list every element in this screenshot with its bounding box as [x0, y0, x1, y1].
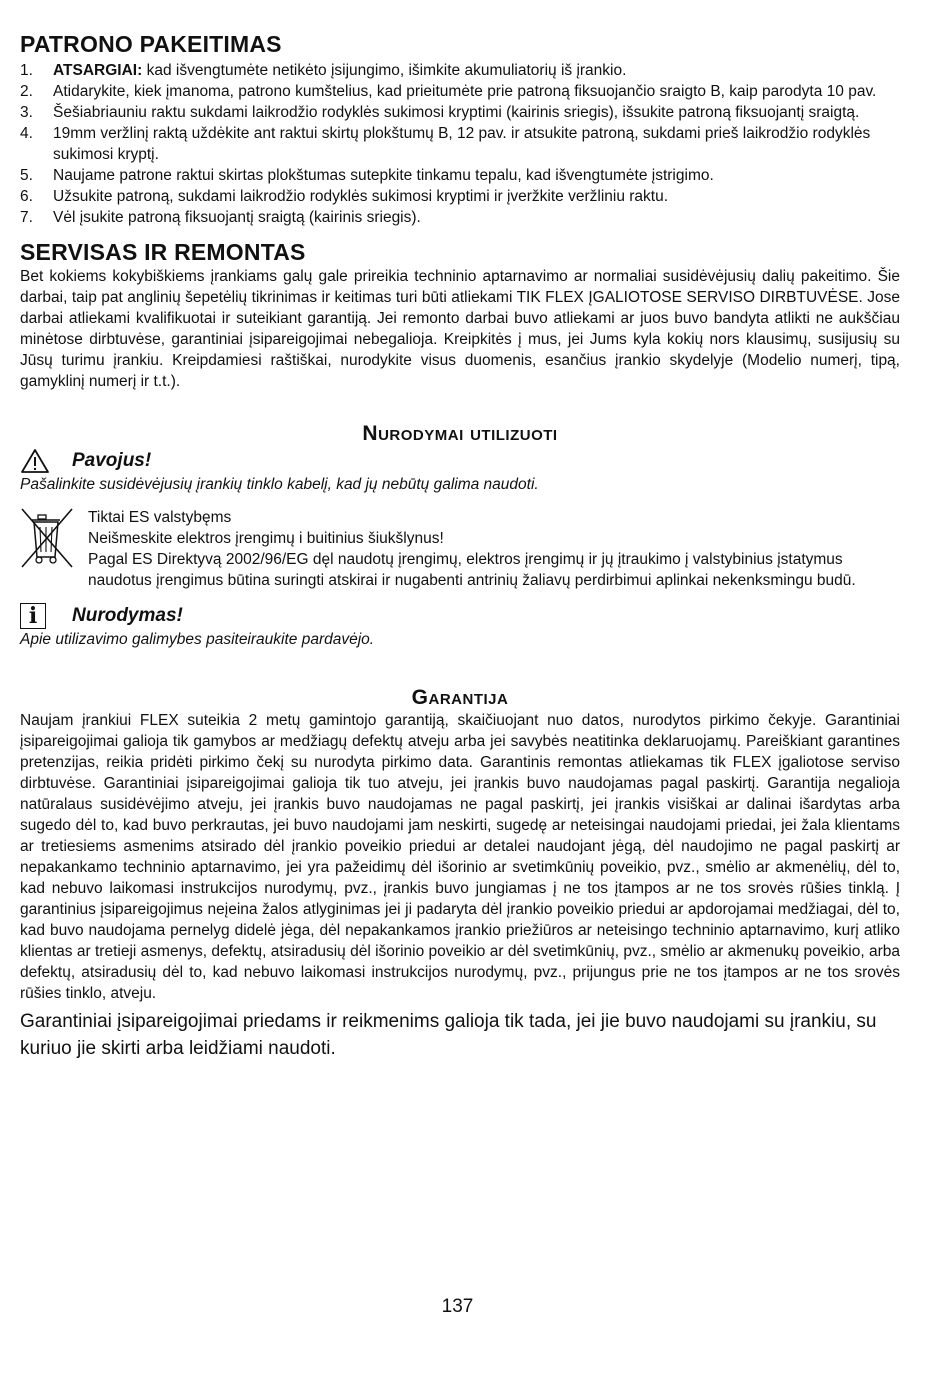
eu-disposal-block [20, 507, 900, 591]
info-icon: i [20, 603, 46, 629]
step-text: Šešiabriauniu raktu sukdami laikrodžio rodyklės sukimosi kryptimi (kairinis sriegis), išsukite patroną fiksuojantį sraigtą. [53, 104, 860, 121]
step-text: Naujame patrone raktui skirtas plokštumas sutepkite tinkamu tepalu, kad išvengtumėte įstrigimo. [53, 167, 714, 184]
step-number: 5. [20, 167, 33, 184]
eu-line-3: Pagal ES Direktyvą 2002/96/EG dęl naudotų įrengimų, elektros įrengimų ir jų įtraukimo į valstybinius įstatymus naudotus įrengimus būtina suringti atskirai ir nugabenti antrinių žaliavų perdirbimui aplinkai nekenksmingu budū. [88, 551, 856, 589]
list-item [20, 123, 900, 165]
service-paragraph: Bet kokiems kokybiškiems įrankiams galų gale prireikia techninio aptarnavimo ar normaliai susidėvėjusių dalių pakeitimo. Šie darbai, taip pat anglinių šepetėlių tikrinimas ir keitimas turi būti atliekami TIK FLEX ĮGALIOTOSE SERVISO DIRBTUVĖSE. Jose darbai atliekami kvalifikuotai ir suteikiant garantiją. Jei remonto darbai buvo atliekami ar juos buvo bandyta atlikti ne aukščiau minėtose dirbtuvėse, garantiniai įsipareigojimai nebegalioja. Kreipkitės į mus, jei Jums kyla kokių nors klausimų, susijusių su Jūsų turimu įrankiu. Kreipdamiesi raštiškai, nurodykite visus duomenis, esančius įrankio skydelyje (Modelio numerį, tipą, gamyklinį numerį ir t.t.). [20, 268, 900, 390]
warranty-accessories-note: Garantiniai įsipareigojimai priedams ir reikmenims galioja tik tada, jei jie buvo naudojami su įrankiu, su kuriuo jie skirti arba leidžiami naudoti. [20, 1011, 877, 1059]
chuck-replacement-steps [20, 60, 900, 228]
step-text: Užsukite patroną, sukdami laikrodžio rodyklės sukimosi kryptimi ir įveržkite veržliniu raktu. [53, 188, 669, 205]
danger-heading-row [20, 448, 900, 474]
section-title-warranty: Garantija [411, 686, 509, 709]
step-text: Vėl įsukite patroną fiksuojantį sraigtą (kairinis sriegis). [53, 209, 421, 226]
warranty-paragraph: Naujam įrankiui FLEX suteikia 2 metų gamintojo garantiją, skaičiuojant nuo datos, nurodytos pirkimo čekyje. Garantiniai įsipareigojimai galioja tik gamybos ar medžiagų defektų atveju arba jei savybės neatitinka deklaruojamų. Pareiškiant garantines pretenzijas, reikia pridėti pirkimo čekį su nurodyta pirkimo data. Garantinis remontas atliekamas tik FLEX įgaliotose serviso dirbtuvėse. Garantiniai įsipareigojimai galioja tik tuo atveju, jei įrankis buvo naudojamas pagal paskirtį. Garantija negalioja natūralaus susidėvėjimo atveju, jei įrankis buvo naudojamas ne pagal paskirtį, jei įrankis visiškai ar dalinai išardytas arba sugedo dėl to, kad buvo perkrautas, jei buvo naudojami jam neskirti, sugedę ar neteisingai naudojami priedai, jei žala klientams ar tretiesiems asmenims atsirado dėl įrankio poveikio priedui ar detalei naudojant jėgą, dėl naudojimo ne pagal paskirtį ar nepakankamo techninio aptarnavimo, jei yra pažeidimų dėl išorinio ar svetimkūnių poveikio, pvz., smėlio ar akmenėlių, dėl to, kad nebuvo laikomasi instrukcijos nurodymų, pvz., įrankis buvo jungiamas į ne tos įtampos ar ne tos srovės rūšies tinklą. Į garantinius įsipareigojimus neįeina žalos atlyginimas jei ji padaryta dėl įrankio poveikio priedui ar apdorojamai medžiagai, dėl to, kad buvo naudojama pernelyg didelė jėga, dėl nepakankamos įrankio priežiūros ar neteisingo techninio aptarnavimo, kurį atliko klientas ar tretieji asmenys, defektų, atsiradusių dėl išorinio poveikio ar dėl svetimkūnių, pvz., smėlio ar akmenukų poveikio, arba defektų, atsiradusių dėl to, kad nebuvo laikomasi instrukcijos nurodymų, pvz., prijungus prie ne tos įtampos ar ne tos srovės rūšies tinklo, atveju. [20, 712, 900, 1002]
danger-heading: Pavojus! [72, 450, 152, 471]
step-number: 3. [20, 104, 33, 121]
step-number: 7. [20, 209, 33, 226]
eu-disposal-text [88, 507, 900, 591]
step-number: 1. [20, 62, 33, 79]
eu-line-1: Tiktai ES valstybęms [88, 509, 232, 526]
eu-line-2: Neišmeskite elektros įrengimų i buitinius šiukšlynus! [88, 530, 444, 547]
list-item [20, 81, 900, 102]
step-text: Atidarykite, kiek įmanoma, patrono kumštelius, kad prieitumėte prie patroną fiksuojančio sraigto B, kaip parodyta 10 pav. [53, 83, 877, 100]
page-number: 137 [441, 1296, 474, 1317]
info-heading: Nurodymas! [72, 605, 183, 626]
info-heading-row [20, 603, 900, 629]
section-title-chuck-replacement: PATRONO PAKEITIMAS [20, 31, 282, 57]
warning-triangle-icon [20, 448, 50, 474]
step-number: 2. [20, 83, 33, 100]
list-item [20, 60, 900, 81]
danger-text: Pašalinkite susidėvėjusių įrankių tinklo kabelį, kad jų nebūtų galima naudoti. [20, 476, 539, 493]
document-page [20, 30, 900, 1062]
section-title-disposal: Nurodymai utilizuoti [362, 422, 558, 445]
list-item [20, 102, 900, 123]
step-number: 4. [20, 125, 33, 142]
info-text: Apie utilizavimo galimybes pasiteiraukite pardavėjo. [20, 631, 375, 648]
crossed-bin-icon [20, 507, 76, 569]
list-item [20, 165, 900, 186]
list-item [20, 207, 900, 228]
section-title-service: SERVISAS IR REMONTAS [20, 239, 306, 265]
step-number: 6. [20, 188, 33, 205]
step-text: 19mm veržlinį raktą uždėkite ant raktui skirtų plokštumų B, 12 pav. ir atsukite patroną, sukdami prieš laikrodžio rodyklės sukimosi kryptį. [53, 125, 871, 163]
step-warning-label: ATSARGIAI: [53, 62, 143, 79]
list-item [20, 186, 900, 207]
step-text: kad išvengtumėte netikėto įsijungimo, išimkite akumuliatorių iš įrankio. [142, 62, 627, 79]
